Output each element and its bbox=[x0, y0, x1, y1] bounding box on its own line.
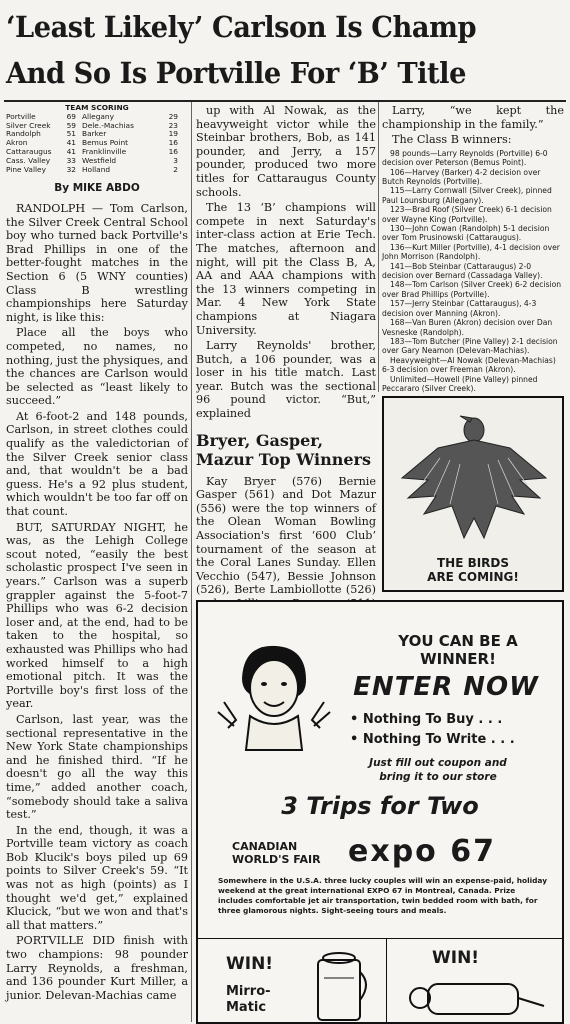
column-3 bbox=[382, 104, 564, 393]
eagle-icon bbox=[400, 408, 548, 548]
scoring-cell: Cattaraugus bbox=[6, 146, 52, 156]
winner-entry: 141—Bob Steinbar (Cattaraugus) 2-0 decision over Bernard (Cassadaga Valley). bbox=[382, 261, 543, 281]
scoring-cell: Pine Valley bbox=[6, 164, 46, 174]
birds-ad-line-1: THE BIRDS bbox=[436, 556, 510, 570]
woman-illustration bbox=[214, 632, 334, 752]
scoring-row bbox=[6, 166, 188, 175]
product-line-2: Matic bbox=[226, 1000, 267, 1015]
bowling-body: Kay Bryer (576) Bernie Gasper (561) and Dot Mazur (556) were the top winners of the Olean Woman Bowling Association's first ‘600 Club’ tournament of the season at the Coral Lanes Sunday. Ellen Vecchio (547), Bessie Johnson (526), Berte Lambiollotte (526) bbox=[196, 474, 376, 597]
scoring-cell: 2 bbox=[173, 164, 178, 174]
headline-line-2: And So Is Portville For ‘B’ Title bbox=[6, 56, 466, 90]
winner-entry: 123—Brad Roof (Silver Creek) 6-1 decision over Wayne King (Portville). bbox=[382, 205, 552, 224]
scoring-cell: 16 bbox=[168, 138, 178, 148]
ad-fill-line-1: Just fill out coupon and bbox=[369, 757, 507, 769]
column-3-intro: Larry, “we kept the championship in the family.” bbox=[382, 104, 564, 131]
winners-heading: The Class B winners: bbox=[392, 133, 512, 147]
team-scoring-title: TEAM SCORING bbox=[65, 103, 129, 112]
bowling-heading-line-1: Bryer, Gasper, bbox=[196, 430, 324, 450]
ad-divider bbox=[198, 938, 562, 939]
scoring-cell: 3 bbox=[173, 155, 178, 165]
headline-line-1: ‘Least Likely’ Carlson Is Champ bbox=[6, 10, 477, 44]
winner-entry: 136—Kurt Miller (Portville), 4-1 decision over John Morrison (Randolph). bbox=[382, 242, 560, 262]
winner-entry: 106—Harvey (Barker) 4-2 decision over Butch Reynolds (Portville). bbox=[382, 167, 541, 186]
fair-line-1: CANADIAN bbox=[232, 840, 298, 853]
byline: By MIKE ABDO bbox=[54, 182, 140, 195]
scoring-cell: Akron bbox=[6, 138, 28, 148]
column-divider bbox=[378, 102, 379, 392]
winner-entry: 148—Tom Carlson (Silver Creek) 6-2 decision over Brad Phillips (Portville). bbox=[382, 280, 562, 299]
team-scoring-table bbox=[6, 104, 188, 174]
scoring-cell: 69 bbox=[66, 111, 76, 121]
article-continuation bbox=[196, 104, 376, 421]
win-left: WIN! bbox=[226, 954, 274, 974]
scoring-cell: Franklinville bbox=[82, 146, 127, 156]
winner-entry: 183—Tom Butcher (Pine Valley) 2-1 decision over Gary Neamon (Delevan-Machias). bbox=[382, 336, 558, 356]
headline-rule bbox=[4, 100, 566, 102]
scoring-cell: Barker bbox=[82, 129, 107, 139]
percolator-icon bbox=[304, 948, 374, 1024]
ad-fine-print: Somewhere in the U.S.A. three lucky couples will win an expense-paid, holiday weekend at the great international EXPO 67 in Montreal, Canada. Prize includes comfortable jet air transportation, twin bedded room with bath, for three glamorous nights. Sight-seeing tours and meals. bbox=[218, 876, 548, 915]
winner-entry: Unlimited—Howell (Pine Valley) pinned Peccararo (Silver Creek). bbox=[382, 374, 538, 393]
scoring-cell: Allegany bbox=[82, 111, 114, 121]
scoring-cell: Randolph bbox=[6, 129, 41, 139]
scoring-cell: 29 bbox=[168, 111, 178, 121]
ad-line-1: YOU CAN BE A bbox=[398, 632, 518, 650]
article-paragraph: The 13 ‘B’ champions will compete in next Saturday's inter-class action at Erie Tech. The matches, afternoon and night, will pit the Class B, A, AA and AAA champions with the 13 winners competing in Mar. 4 New York State champions at Niagara University. bbox=[196, 201, 376, 337]
winners-list bbox=[382, 149, 564, 394]
scoring-cell: 23 bbox=[168, 120, 178, 130]
birds-ad-text bbox=[384, 556, 562, 584]
trips-heading: 3 Trips for Two bbox=[281, 792, 479, 820]
column-1 bbox=[6, 104, 188, 1004]
winner-entry: 168—Van Buren (Akron) decision over Dan Vesneske (Randolph). bbox=[382, 318, 553, 337]
scoring-cell: 16 bbox=[168, 146, 178, 156]
product-line-1: Mirro- bbox=[226, 984, 271, 999]
article-paragraph: Larry Reynolds' brother, Butch, a 106 pounder, was a loser in his title match. Last year. Butch was the sectional 96 pound victor. “But,” explained bbox=[196, 339, 376, 421]
scoring-cell: 41 bbox=[66, 138, 76, 148]
article-paragraph: RANDOLPH — Tom Carlson, the Silver Creek Central School boy who turned back Portville's Brad Phillips in one of the better-fought matches in the Section 6 (5 WNY counties) Class B wrestling championships here Saturday night, is like this: bbox=[6, 201, 188, 324]
birds-ad-line-2: ARE COMING! bbox=[427, 570, 519, 584]
article-paragraph: At 6-foot-2 and 148 pounds, Carlson, in street clothes could qualify as the valedictorian of the Silver Creek senior class and, that wouldn't be a bad guess. He's a 92 plus student, which wouldn't be too far off on that count. bbox=[6, 409, 188, 519]
column-divider bbox=[191, 102, 192, 1022]
ad-bullet-1-text: Nothing To Buy . . . bbox=[362, 712, 503, 727]
bowling-heading bbox=[196, 431, 376, 469]
hair-dryer-icon bbox=[398, 968, 548, 1024]
ad-bullet-2: • Nothing To Write . . . bbox=[350, 732, 515, 747]
expo-67-logo: expo 67 bbox=[348, 834, 496, 869]
enter-now: ENTER NOW bbox=[353, 672, 539, 702]
scoring-cell: 32 bbox=[66, 164, 76, 174]
fair-line-2: WORLD'S FAIR bbox=[232, 853, 321, 866]
column-2 bbox=[196, 104, 376, 626]
winner-entry: Heavyweight—Al Nowak (Delevan-Machias) 6-3 decision over Freeman (Akron). bbox=[382, 355, 556, 375]
scoring-cell: Dele.-Machias bbox=[82, 120, 134, 130]
scoring-cell: Westfield bbox=[82, 155, 117, 165]
scoring-cell: Portville bbox=[6, 111, 36, 121]
scoring-cell: 41 bbox=[66, 146, 76, 156]
win-right: WIN! bbox=[432, 948, 480, 968]
article-paragraph: In the end, though, it was a Portville team victory as coach Bob Klucik's boys piled up 69 points to Silver Creek's 59. “It was not as high (points) as I thought we'd get,” explained Klucick, “but we won and that's all that matters.” bbox=[6, 823, 188, 932]
bowling-heading-line-2: Mazur Top Winners bbox=[196, 449, 371, 469]
ad-fill-line-2: bring it to our store bbox=[379, 771, 497, 783]
article-paragraph: BUT, SATURDAY NIGHT, he was, as the Lehigh College scout noted, “easily the best scholastic prospect I've seen in years.” Carlson was a superb grappler against the 5-foot-7 Phillips who was 6-2 decision loser and, at the end, had to be taken to the hospital, so exhausted was Phillips who had worked himself to a high emotional pitch. It was the Portville boy's first loss of the year. bbox=[6, 520, 188, 711]
headline bbox=[6, 4, 531, 96]
ad-bullet-2-text: Nothing To Write . . . bbox=[362, 732, 515, 747]
expo-contest-ad bbox=[196, 600, 564, 1024]
birds-ad bbox=[382, 396, 564, 592]
scoring-cell: 19 bbox=[168, 129, 178, 139]
winner-entry: 115—Larry Cornwall (Silver Creek), pinned Paul Lounsburg (Allegany). bbox=[382, 186, 552, 205]
scoring-cell: 51 bbox=[66, 129, 76, 139]
scoring-cell: Bemus Point bbox=[82, 138, 129, 148]
article-paragraph: Carlson, last year, was the sectional representative in the New York State championships and he finished third. “If he doesn't go all the way this time,” added another coach, “somebody should take a saliva test.” bbox=[6, 712, 188, 822]
scoring-cell: Cass. Valley bbox=[6, 155, 51, 165]
scoring-cell: Silver Creek bbox=[6, 120, 51, 130]
article-body bbox=[6, 202, 188, 1002]
ad-divider bbox=[386, 938, 387, 1024]
article-paragraph: PORTVILLE DID finish with two champions: 98 pounder Larry Reynolds, a freshman, and 136 pounder Kurt Miller, a junior. Delevan-Machias came bbox=[6, 934, 188, 1002]
article-paragraph: up with Al Nowak, as the heavyweight victor while the Steinbar brothers, Bob, as 141 pounder, and Jerry, a 157 pounder, produced two more titles for Cattaraugus County schools. bbox=[196, 104, 376, 199]
scoring-cell: Holland bbox=[82, 164, 111, 174]
winner-entry: 98 pounds—Larry Reynolds (Portville) 6-0 decision over Peterson (Bemus Point). bbox=[382, 148, 548, 168]
ad-line-2: WINNER! bbox=[420, 650, 496, 668]
winner-entry: 157—Jerry Steinbar (Cattaraugus), 4-3 decision over Manning (Akron). bbox=[382, 299, 537, 318]
winner-entry: 130—John Cowan (Randolph) 5-1 decision over Tom Prusinowski (Cattaraugus). bbox=[382, 224, 550, 243]
article-paragraph: Place all the boys who competed, no names, no nothing, just the physiques, and the chances are Carlson would be selected as “least likely to succeed.” bbox=[6, 326, 188, 408]
scoring-cell: 59 bbox=[66, 120, 76, 130]
scoring-cell: 33 bbox=[66, 155, 76, 165]
ad-bullet-1: • Nothing To Buy . . . bbox=[350, 712, 503, 727]
